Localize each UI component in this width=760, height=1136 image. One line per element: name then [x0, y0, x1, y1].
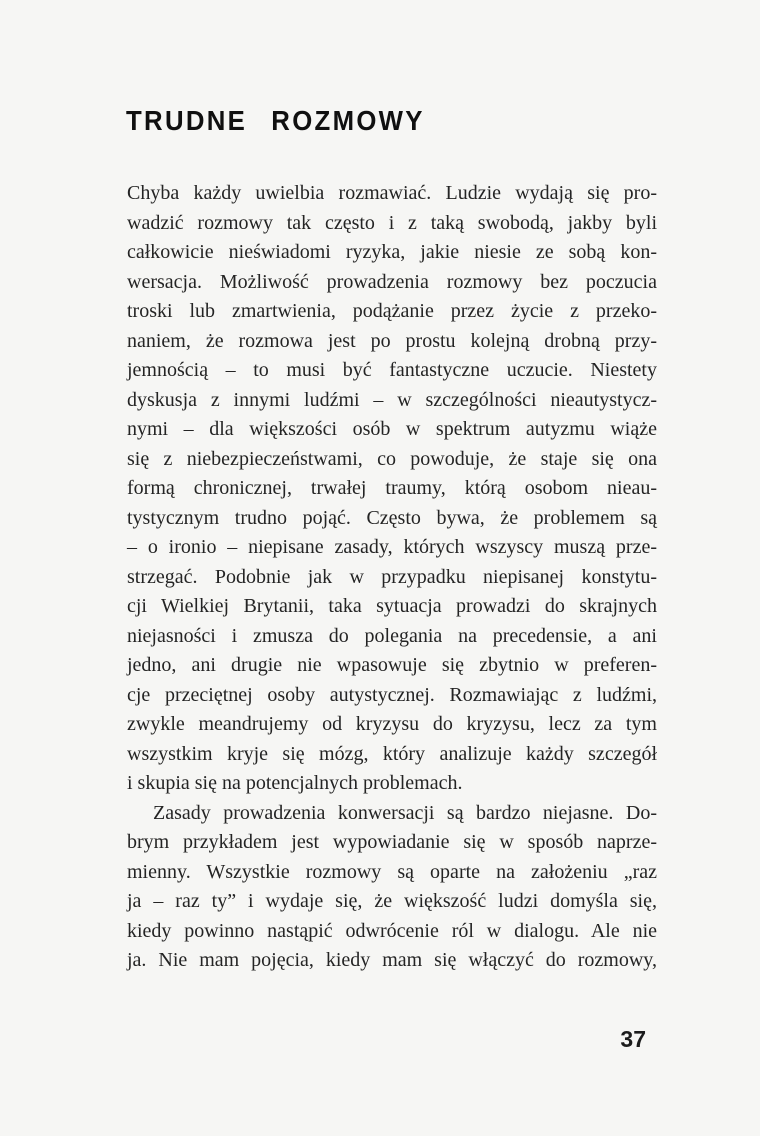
text-line: ja. Nie mam pojęcia, kiedy mam się włączyć do rozmowy, [127, 949, 657, 971]
text-line: wadzić rozmowy tak często i z taką swobodą, jakby byli [127, 211, 657, 234]
text-line: formą chronicznej, trwałej traumy, którą osobom nieau- [127, 477, 657, 499]
text-line: nymi – dla większości osób w spektrum autyzmu wiąże [127, 418, 657, 440]
text-line: brym przykładem jest wypowiadanie się w sposób naprze- [127, 831, 657, 853]
text-line: dyskusja z innymi ludźmi – w szczególności nieautystycz- [127, 388, 657, 411]
text-line: się z niebezpieczeństwami, co powoduje, że staje się ona [127, 447, 657, 470]
text-line: wszystkim kryje się mózg, który analizuje każdy szczegół [127, 742, 657, 765]
text-line: naniem, że rozmowa jest po prostu kolejną drobną przy- [127, 329, 657, 352]
text-line: zwykle meandrujemy od kryzysu do kryzysu, lecz za tym [127, 713, 657, 735]
text-line: Zasady prowadzenia konwersacji są bardzo niejasne. Do- [153, 801, 657, 824]
text-line: mienny. Wszystkie rozmowy są oparte na założeniu „raz [127, 860, 657, 883]
text-line: ja – raz ty” i wydaje się, że większość ludzi domyśla się, [127, 890, 657, 912]
text-line: wersacja. Możliwość prowadzenia rozmowy bez poczucia [127, 270, 657, 293]
text-line: Chyba każdy uwielbia rozmawiać. Ludzie wydają się pro- [127, 182, 657, 204]
chapter-title: TRUDNE ROZMOWY [126, 105, 425, 136]
text-line: niejasności i zmusza do polegania na precedensie, a ani [127, 624, 657, 647]
text-line: cji Wielkiej Brytanii, taka sytuacja prowadzi do skrajnych [127, 595, 657, 617]
page-number: 37 [620, 1026, 646, 1052]
text-line: cje przeciętnej osoby autystycznej. Rozmawiając z ludźmi, [127, 683, 657, 706]
text-line: całkowicie nieświadomi ryzyka, jakie niesie ze sobą kon- [127, 241, 657, 263]
text-line: i skupia się na potencjalnych problemach. [127, 772, 463, 794]
text-line: – o ironio – niepisane zasady, których wszyscy muszą prze- [127, 536, 657, 558]
text-line: kiedy powinno nastąpić odwrócenie ról w dialogu. Ale nie [127, 919, 657, 942]
body-text [127, 179, 657, 976]
text-line: jedno, ani drugie nie wpasowuje się zbytnio w preferen- [127, 654, 657, 676]
text-line: tystycznym trudno pojąć. Często bywa, że problemem są [127, 506, 657, 529]
text-line: strzegać. Podobnie jak w przypadku niepisanej konstytu- [127, 565, 657, 588]
text-line: troski lub zmartwienia, podążanie przez życie z przeko- [127, 300, 657, 322]
text-line: jemnością – to musi być fantastyczne uczucie. Niestety [127, 359, 657, 381]
